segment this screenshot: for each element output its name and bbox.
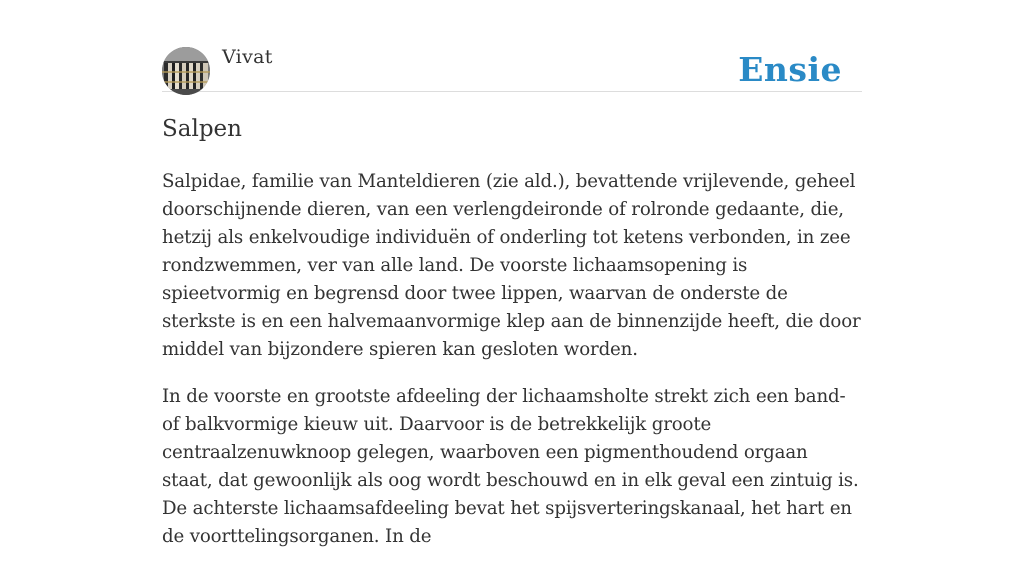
source-name[interactable]: Vivat <box>222 46 273 68</box>
article-paragraph: Salpidae, familie van Manteldieren (zie ald.), bevattende vrijlevende, geheel doorschijnende dieren, van een verlengdeironde of rolronde gedaante, die, hetzij als enkelvoudige individuën of onderling tot ketens verbonden, in zee rondzwemmen, ver van alle land. De voorste lichaamsopening is spieetvormig en begrensd door twee lippen, waarvan de onderste de sterkste is en een halvemaanvormige klep aan de binnenzijde heeft, die door middel van bijzondere spieren kan gesloten worden. <box>162 171 861 360</box>
article-body <box>162 168 862 570</box>
book-spines-icon <box>162 47 210 95</box>
header <box>162 0 862 92</box>
article-paragraph: In de voorste en grootste afdeeling der lichaamsholte strekt zich een band- of balkvormige kieuw uit. Daarvoor is de betrekkelijk groote centraalzenuwknoop gelegen, waarboven een pigmenthoudend orgaan staat, dat gewoonlijk als oog wordt beschouwd en in elk geval een zintuig is. De achterste lichaamsafdeeling bevat het spijsverteringskanaal, het hart en de voorttelingsorganen. In de <box>162 386 859 547</box>
page-title: Salpen <box>162 116 242 142</box>
brand-logo[interactable]: Ensie <box>738 50 842 89</box>
page-container <box>162 0 862 547</box>
avatar[interactable] <box>162 47 210 95</box>
